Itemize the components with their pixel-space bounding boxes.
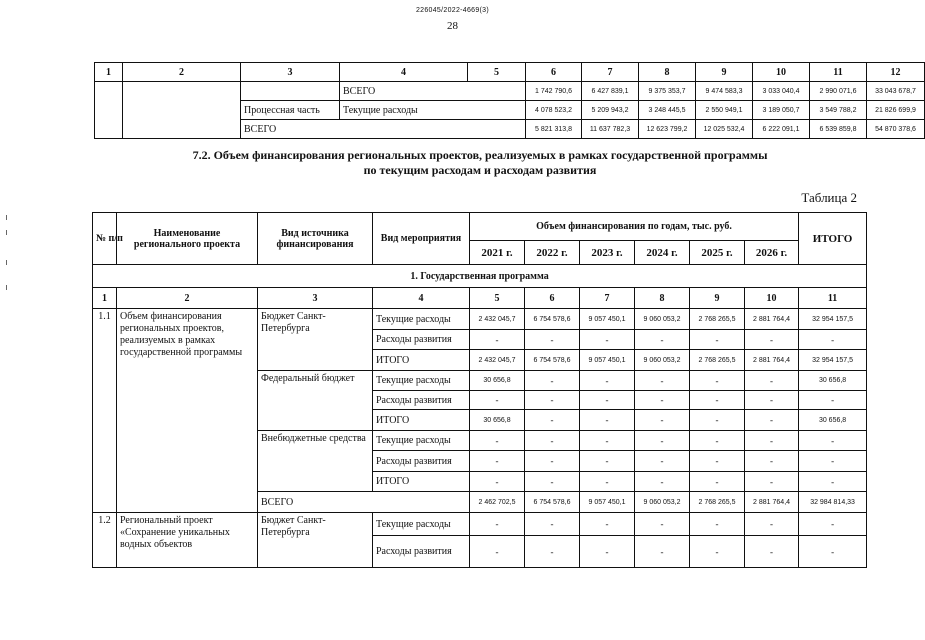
value-cell: 2 768 265,5 [690, 350, 745, 371]
margin-mark [6, 215, 7, 220]
value-cell: - [745, 371, 799, 391]
section-row [93, 265, 867, 288]
value-cell: 9 375 353,7 [639, 82, 696, 101]
table-caption: Таблица 2 [801, 190, 857, 205]
value-cell: 6 427 839,1 [582, 82, 639, 101]
event-label: Расходы развития [373, 391, 470, 410]
value-cell: - [635, 410, 690, 431]
header-year: 2022 г. [525, 241, 580, 265]
value-cell: 3 189 050,7 [753, 101, 810, 120]
header-num: № п/п [93, 213, 117, 265]
col-number: 5 [470, 288, 525, 309]
value-cell: - [799, 330, 867, 350]
header-year: 2026 г. [745, 241, 799, 265]
value-cell: - [745, 536, 799, 568]
value-cell: - [580, 513, 635, 536]
column-number-row [93, 288, 867, 309]
header-year: 2021 г. [470, 241, 525, 265]
header-year: 2024 г. [635, 241, 690, 265]
value-cell: - [525, 410, 580, 431]
value-cell: 2 881 764,4 [745, 350, 799, 371]
col-number: 1 [93, 288, 117, 309]
value-cell: 5 209 943,2 [582, 101, 639, 120]
event-label: Расходы развития [373, 536, 470, 568]
continuation-table [94, 62, 925, 139]
col-number: 2 [123, 63, 241, 82]
event-label: Расходы развития [373, 330, 470, 350]
value-cell: 5 821 313,8 [526, 120, 582, 139]
value-cell: 1 742 790,6 [526, 82, 582, 101]
source-name: Бюджет Санкт-Петербурга [258, 513, 373, 568]
table-row [93, 309, 867, 330]
value-cell: 9 057 450,1 [580, 309, 635, 330]
event-label: Текущие расходы [373, 513, 470, 536]
row-number: 1.2 [93, 513, 117, 568]
value-cell: 2 990 071,6 [810, 82, 867, 101]
value-cell: - [580, 536, 635, 568]
margin-mark [6, 230, 7, 235]
value-cell: 2 462 702,5 [470, 492, 525, 513]
header-total: ИТОГО [799, 213, 867, 265]
col-number: 6 [525, 288, 580, 309]
value-cell: 2 432 045,7 [470, 309, 525, 330]
value-cell: - [690, 472, 745, 492]
section-title [90, 148, 870, 178]
value-cell: 6 754 578,6 [525, 492, 580, 513]
header-year: 2025 г. [690, 241, 745, 265]
value-cell: - [799, 391, 867, 410]
column-number-row [95, 63, 925, 82]
value-cell: - [690, 431, 745, 451]
value-cell: - [745, 513, 799, 536]
project-name: Объем финансирования региональных проектов, реализуемых в рамках государственной программы [117, 309, 258, 513]
value-cell: - [799, 472, 867, 492]
value-cell: 9 057 450,1 [580, 492, 635, 513]
col-number: 3 [241, 63, 340, 82]
value-cell: 9 474 583,3 [696, 82, 753, 101]
value-cell: 12 025 532,4 [696, 120, 753, 139]
col-number: 4 [340, 63, 468, 82]
value-cell: - [635, 513, 690, 536]
header-project: Наименование регионального проекта [117, 213, 258, 265]
value-cell: 33 043 678,7 [867, 82, 925, 101]
event-label: ИТОГО [373, 410, 470, 431]
value-cell: - [635, 472, 690, 492]
value-cell: - [690, 513, 745, 536]
source-label: Процессная часть [241, 101, 340, 120]
value-cell: 32 984 814,33 [799, 492, 867, 513]
event-label: Текущие расходы [373, 309, 470, 330]
value-cell: - [580, 431, 635, 451]
value-cell: 2 881 764,4 [745, 492, 799, 513]
col-number: 9 [690, 288, 745, 309]
value-cell: - [799, 451, 867, 472]
value-cell: 6 754 578,6 [525, 350, 580, 371]
margin-mark [6, 285, 7, 290]
header-funding: Объем финансирования по годам, тыс. руб. [470, 213, 799, 241]
value-cell: 4 078 523,2 [526, 101, 582, 120]
col-number: 8 [635, 288, 690, 309]
value-cell: - [525, 536, 580, 568]
event-label: Текущие расходы [340, 101, 526, 120]
value-cell: - [635, 391, 690, 410]
value-cell: - [635, 330, 690, 350]
value-cell: 2 768 265,5 [690, 492, 745, 513]
value-cell: 12 623 799,2 [639, 120, 696, 139]
row-number: 1.1 [93, 309, 117, 513]
value-cell: 54 870 378,6 [867, 120, 925, 139]
value-cell: - [690, 410, 745, 431]
value-cell: - [690, 451, 745, 472]
col-number: 11 [799, 288, 867, 309]
value-cell: 9 060 053,2 [635, 492, 690, 513]
value-cell: - [470, 391, 525, 410]
value-cell: - [799, 513, 867, 536]
value-cell: - [525, 431, 580, 451]
value-cell: - [745, 391, 799, 410]
col-number: 7 [580, 288, 635, 309]
header-year: 2023 г. [580, 241, 635, 265]
source-name: Внебюджетные средства [258, 431, 373, 492]
value-cell: 30 656,8 [799, 371, 867, 391]
value-cell: - [525, 371, 580, 391]
col-number: 1 [95, 63, 123, 82]
col-number: 8 [639, 63, 696, 82]
header-event: Вид мероприятия [373, 213, 470, 265]
event-label: Текущие расходы [373, 371, 470, 391]
value-cell: - [635, 431, 690, 451]
document-id: 226045/2022-4669(3) [415, 7, 490, 14]
col-number: 9 [696, 63, 753, 82]
col-number: 2 [117, 288, 258, 309]
value-cell: - [525, 451, 580, 472]
section-label: 1. Государственная программа [93, 265, 867, 288]
value-cell: 2 550 949,1 [696, 101, 753, 120]
event-label: Текущие расходы [373, 431, 470, 451]
value-cell: 21 826 699,9 [867, 101, 925, 120]
value-cell: - [745, 451, 799, 472]
value-cell: 6 222 091,1 [753, 120, 810, 139]
financing-table [92, 212, 867, 568]
table-row [95, 82, 925, 101]
value-cell: - [580, 330, 635, 350]
header-row [93, 213, 867, 241]
col-number: 4 [373, 288, 470, 309]
event-label: Расходы развития [373, 451, 470, 472]
value-cell: 32 954 157,5 [799, 350, 867, 371]
margin-mark [6, 260, 7, 265]
value-cell: - [799, 536, 867, 568]
value-cell: - [580, 472, 635, 492]
event-label: ИТОГО [373, 472, 470, 492]
value-cell: - [470, 472, 525, 492]
value-cell: 2 768 265,5 [690, 309, 745, 330]
value-cell: 30 656,8 [470, 371, 525, 391]
value-cell: - [580, 391, 635, 410]
value-cell: 32 954 157,5 [799, 309, 867, 330]
value-cell: - [745, 431, 799, 451]
col-number: 3 [258, 288, 373, 309]
value-cell: 3 033 040,4 [753, 82, 810, 101]
event-label: ВСЕГО [340, 82, 526, 101]
value-cell: - [635, 371, 690, 391]
value-cell: - [470, 330, 525, 350]
value-cell: - [525, 391, 580, 410]
value-cell: - [799, 431, 867, 451]
value-cell: - [470, 536, 525, 568]
value-cell: - [580, 451, 635, 472]
event-label: ИТОГО [373, 350, 470, 371]
value-cell: 9 060 053,2 [635, 350, 690, 371]
value-cell: - [745, 410, 799, 431]
col-number: 10 [753, 63, 810, 82]
total-label: ВСЕГО [258, 492, 470, 513]
table-row [93, 513, 867, 536]
value-cell: 3 549 788,2 [810, 101, 867, 120]
value-cell: 6 754 578,6 [525, 309, 580, 330]
section-title-line: по текущим расходам и расходам развития [363, 163, 597, 177]
source-name: Федеральный бюджет [258, 371, 373, 431]
section-title-line: 7.2. Объем финансирования региональных проектов, реализуемых в рамках государственной программы [192, 148, 768, 162]
col-number: 7 [582, 63, 639, 82]
page-number: 28 [447, 20, 458, 32]
total-label: ВСЕГО [241, 120, 526, 139]
col-number: 10 [745, 288, 799, 309]
value-cell: - [525, 472, 580, 492]
value-cell: - [525, 330, 580, 350]
source-name: Бюджет Санкт-Петербурга [258, 309, 373, 371]
value-cell: 6 539 859,8 [810, 120, 867, 139]
project-name: Региональный проект «Сохранение уникальных водных объектов [117, 513, 258, 568]
value-cell: - [580, 371, 635, 391]
value-cell: - [470, 451, 525, 472]
value-cell: - [745, 330, 799, 350]
value-cell: 30 656,8 [470, 410, 525, 431]
value-cell: - [635, 451, 690, 472]
value-cell: 2 432 045,7 [470, 350, 525, 371]
value-cell: - [690, 536, 745, 568]
value-cell: 3 248 445,5 [639, 101, 696, 120]
value-cell: - [470, 513, 525, 536]
col-number: 5 [468, 63, 526, 82]
value-cell: 30 656,8 [799, 410, 867, 431]
value-cell: 11 637 782,3 [582, 120, 639, 139]
header-source: Вид источника финансирования [258, 213, 373, 265]
value-cell: 9 057 450,1 [580, 350, 635, 371]
value-cell: - [690, 330, 745, 350]
value-cell: - [635, 536, 690, 568]
col-number: 6 [526, 63, 582, 82]
col-number: 11 [810, 63, 867, 82]
value-cell: 9 060 053,2 [635, 309, 690, 330]
value-cell: 2 881 764,4 [745, 309, 799, 330]
col-number: 12 [867, 63, 925, 82]
value-cell: - [580, 410, 635, 431]
value-cell: - [525, 513, 580, 536]
value-cell: - [470, 431, 525, 451]
value-cell: - [745, 472, 799, 492]
value-cell: - [690, 391, 745, 410]
value-cell: - [690, 371, 745, 391]
